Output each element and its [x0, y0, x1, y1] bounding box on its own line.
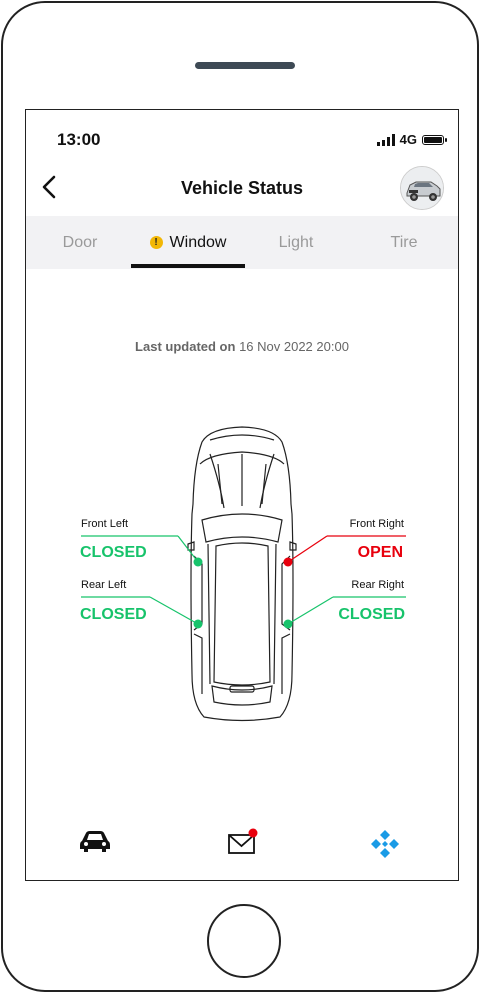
tab-door-label: Door [62, 233, 98, 251]
window-connectors [26, 110, 459, 881]
warning-icon: ! [150, 236, 163, 249]
rear-right-status: CLOSED [338, 606, 405, 623]
front-left-connector-diag [178, 536, 198, 562]
rear-left-dot [194, 620, 203, 629]
home-button[interactable] [207, 904, 281, 978]
last-updated-value: 16 Nov 2022 20:00 [239, 339, 349, 354]
rear-left-status: CLOSED [80, 606, 147, 623]
tab-window-label: Window [169, 233, 227, 251]
mail-icon [226, 827, 260, 857]
tab-light-label: Light [278, 233, 314, 251]
front-right-dot [284, 558, 293, 567]
rear-right-dot [284, 620, 293, 629]
rear-right-connector-diag [288, 597, 333, 624]
front-right-connector-diag [288, 536, 327, 562]
nav-logo[interactable] [368, 827, 408, 861]
last-updated-label: Last updated on [135, 339, 236, 354]
front-left-dot [194, 558, 203, 567]
logo-icon [368, 827, 402, 861]
status-time: 13:00 [57, 130, 101, 149]
nav-messages[interactable] [226, 827, 266, 861]
bottom-nav [26, 822, 458, 872]
nav-vehicle[interactable] [78, 827, 118, 861]
tab-tire-label: Tire [390, 233, 418, 251]
speaker [195, 62, 295, 69]
rear-right-label: Rear Right [351, 579, 404, 591]
app-screen [25, 109, 459, 881]
front-left-status: CLOSED [80, 544, 147, 561]
rear-left-label: Rear Left [81, 579, 127, 591]
front-right-status: OPEN [357, 544, 403, 561]
network-label: 4G [399, 132, 417, 147]
front-left-label: Front Left [81, 518, 129, 530]
rear-left-connector-diag [150, 597, 198, 624]
notification-dot [249, 829, 258, 838]
car-icon [78, 827, 112, 855]
front-right-label: Front Right [349, 518, 404, 530]
page-title: Vehicle Status [180, 178, 304, 198]
